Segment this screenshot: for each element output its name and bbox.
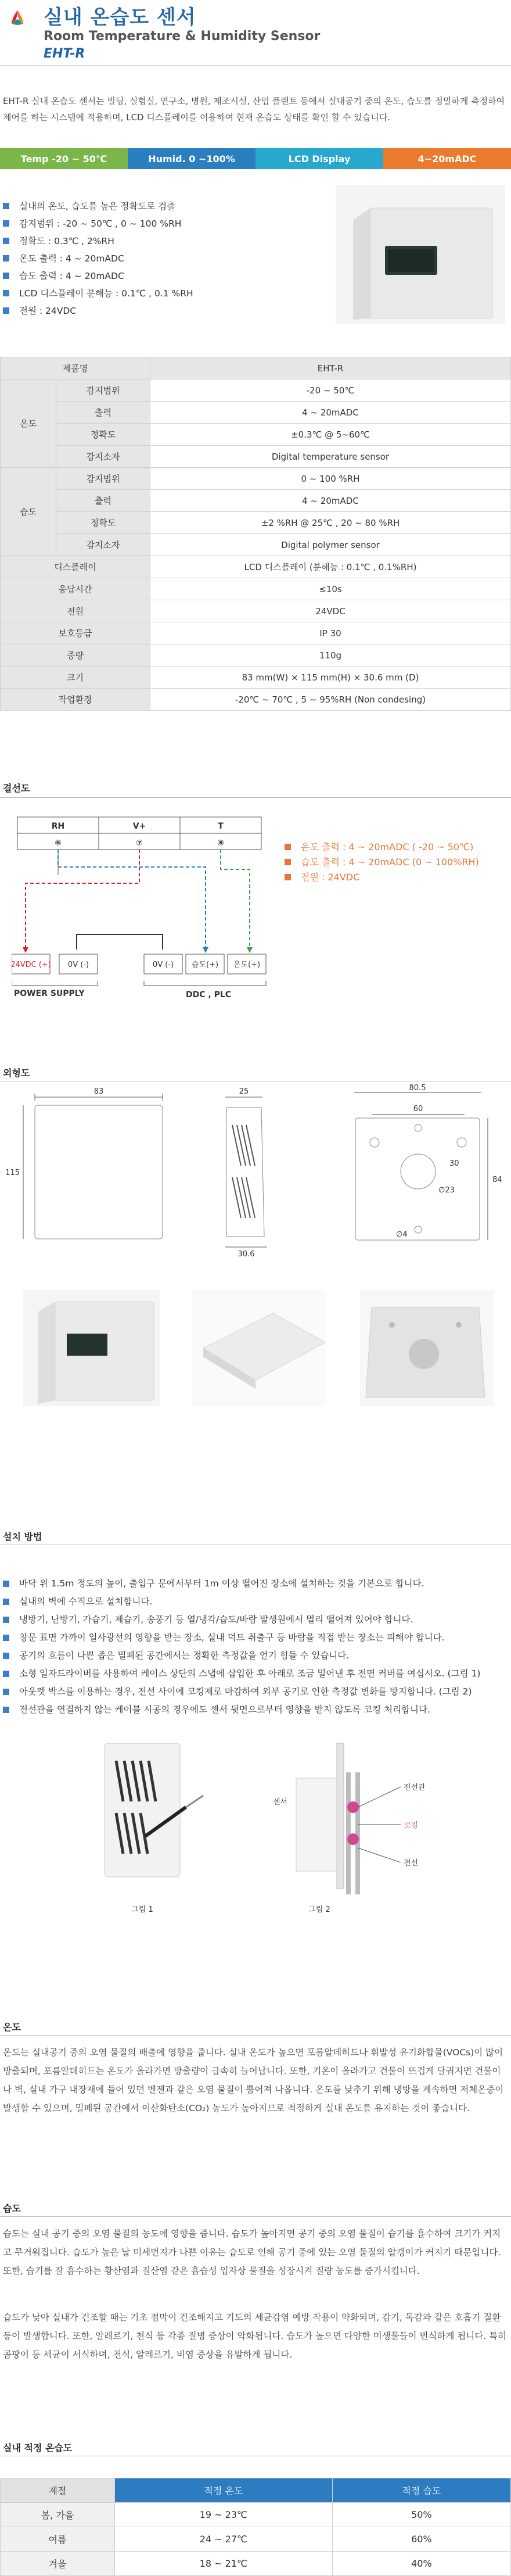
dim-width: 83 [93, 1087, 104, 1096]
figure-2-conduit-label: 전선관 [404, 1783, 426, 1792]
spec-row [1, 600, 511, 622]
spec-label: 출력 [56, 402, 150, 424]
feature-item: 감지범위 : -20 ~ 50℃ , 0 ~ 100 %RH [3, 215, 193, 232]
terminal-rh: RH [51, 822, 65, 831]
install-item: 창문 표면 가까이 일사광선의 영향을 받는 장소, 실내 덕트 취출구 등 바람을 직접 받는 장소는 피해야 합니다. [3, 1629, 508, 1647]
device-photo [336, 185, 505, 324]
spec-row [1, 379, 511, 402]
spec-row [1, 534, 511, 556]
header-divider [0, 65, 511, 66]
terminal-vplus: V+ [132, 822, 146, 831]
spec-table-header-model: EHT-R [150, 357, 511, 379]
figure-2-caulk-label: 코킹 [404, 1821, 419, 1830]
install-figures [87, 1737, 447, 1923]
figure-2-wire-label: 전선 [404, 1859, 419, 1868]
spec-chip: LCD Display [256, 148, 383, 169]
spec-chip: Humid. 0 ~100% [128, 148, 256, 169]
ddc-ground-label: 0V (-) [152, 961, 174, 969]
spec-summary-bar [0, 148, 511, 169]
dim-mount-hole: ∅4 [396, 1230, 408, 1239]
spec-label: 응답시간 [1, 578, 150, 600]
spec-label: 크기 [1, 667, 150, 689]
spec-row [1, 556, 511, 578]
spec-label: 전원 [1, 600, 150, 622]
install-item: 바닥 위 1.5m 정도의 높이, 출입구 문에서부터 1m 이상 떨어진 장소에 설치하는 것을 기본으로 합니다. [3, 1575, 508, 1593]
product-photos [0, 1278, 511, 1412]
install-item: 전선관을 연결하지 않는 케이블 시공의 경우에도 센서 뒷면으로부터 영향을 받지 않도록 코킹 처리합니다. [3, 1701, 508, 1719]
comfort-humid: 50% [332, 2503, 510, 2527]
power-minus-label: 0V (-) [67, 961, 89, 969]
comfort-title: 실내 적정 온습도 [3, 2442, 73, 2453]
spec-label: 보호등급 [1, 622, 150, 644]
section-divider [0, 797, 511, 798]
dim-total-depth: 30.6 [237, 1250, 255, 1259]
power-plus-label: 24VDC (+) [12, 961, 51, 969]
figure-1-caption: 그림 1 [131, 1905, 153, 1914]
spec-row [1, 446, 511, 468]
spec-label: 중량 [1, 644, 150, 667]
comfort-temp: 18 ~ 21℃ [115, 2552, 333, 2576]
outline-title: 외형도 [3, 1067, 30, 1079]
spec-value: ±0.3℃ @ 5~60℃ [150, 424, 511, 446]
spec-value: 4 ~ 20mADC [150, 490, 511, 512]
spec-label: 감지범위 [56, 468, 150, 490]
dim-hole-spacing: 60 [413, 1105, 423, 1113]
spec-row [1, 689, 511, 711]
dim-side-depth: 25 [239, 1087, 249, 1096]
spec-value: IP 30 [150, 622, 511, 644]
spec-category: 온도 [1, 379, 56, 468]
spec-table-header-product: 제품명 [1, 357, 150, 379]
install-item: 아웃렛 박스를 이용하는 경우, 전선 사이에 코킹제로 마감하여 외부 공기로 인한 측정값 변화를 방지합니다. (그림 2) [3, 1683, 508, 1701]
install-item: 냉방기, 난방기, 가습기, 제습기, 송풍기 등 열/냉각/습도/바람 발생원에서 멀리 떨어져 있어야 합니다. [3, 1611, 508, 1629]
spec-label: 디스플레이 [1, 556, 150, 578]
feature-item: 실내의 온도, 습도를 높은 정확도로 검출 [3, 198, 193, 215]
spec-row [1, 622, 511, 644]
spec-value: LCD 디스플레이 (분해능 : 0.1℃ , 0.1%RH) [150, 556, 511, 578]
spec-chip: 4~20mADC [383, 148, 511, 169]
wiring-notes [285, 840, 479, 885]
feature-item: 정확도 : 0.3℃ , 2%RH [3, 232, 193, 250]
terminal-number-7: ⑦ [136, 839, 143, 848]
dim-center-hole: ∅23 [438, 1186, 455, 1195]
brand-logo [6, 6, 29, 29]
spec-value: ≤10s [150, 578, 511, 600]
ddc-humidity-label: 습도(+) [191, 961, 219, 969]
spec-label: 감지범위 [56, 379, 150, 402]
spec-value: -20℃ ~ 70℃ , 5 ~ 95%RH (Non condesing) [150, 689, 511, 711]
feature-item: 온도 출력 : 4 ~ 20mADC [3, 250, 193, 267]
wiring-note: 습도 출력 : 4 ~ 20mADC (0 ~ 100%RH) [285, 855, 479, 870]
comfort-humid: 60% [332, 2527, 510, 2552]
comfort-table [0, 2478, 511, 2576]
terminal-t: T [218, 822, 224, 831]
spec-value: 0 ~ 100 %RH [150, 468, 511, 490]
wiring-title: 결선도 [3, 783, 30, 794]
spec-value: Digital temperature sensor [150, 446, 511, 468]
feature-list [3, 198, 193, 320]
temperature-wire [221, 850, 250, 950]
page-subtitle: Room Temperature & Humidity Sensor [44, 29, 321, 44]
comfort-temp: 19 ~ 23℃ [115, 2503, 333, 2527]
spec-table [0, 357, 511, 711]
spec-label: 감지소자 [56, 446, 150, 468]
spec-row [1, 402, 511, 424]
comfort-temp: 24 ~ 27℃ [115, 2527, 333, 2552]
dim-back-height: 84 [492, 1176, 502, 1184]
install-title: 설치 방법 [3, 1531, 42, 1542]
dim-height: 115 [5, 1169, 20, 1177]
feature-item: 습도 출력 : 4 ~ 20mADC [3, 267, 193, 285]
humidity-title: 습도 [3, 2203, 21, 2214]
feature-item: LCD 디스플레이 분해능 : 0.1℃ , 0.1 %RH [3, 285, 193, 302]
spec-value: ±2 %RH @ 25℃ , 20 ~ 80 %RH [150, 512, 511, 534]
ground-wire [77, 934, 163, 950]
wiring-note: 온도 출력 : 4 ~ 20mADC ( -20 ~ 50℃) [285, 840, 479, 855]
install-item: 실내의 벽에 수직으로 설치합니다. [3, 1593, 508, 1611]
spec-row [1, 424, 511, 446]
ddc-temperature-label: 온도(+) [233, 961, 261, 969]
comfort-humid: 40% [332, 2552, 510, 2576]
terminal-number-6: ⑥ [55, 839, 62, 848]
comfort-header-season: 계절 [1, 2478, 115, 2503]
comfort-season: 겨울 [1, 2552, 115, 2576]
spec-category: 습도 [1, 468, 56, 556]
section-divider [0, 2035, 511, 2036]
comfort-season: 여름 [1, 2527, 115, 2552]
section-divider [0, 2216, 511, 2217]
install-item: 공기의 흐름이 나쁜 좁은 밀폐된 공간에서는 정확한 측정값을 얻기 힘들 수 있습니다. [3, 1647, 508, 1665]
spec-row [1, 667, 511, 689]
spec-row [1, 644, 511, 667]
figure-2-caption: 그림 2 [308, 1905, 330, 1914]
comfort-row [1, 2503, 511, 2527]
spec-label: 정확도 [56, 512, 150, 534]
figure-2-sensor-label: 센서 [272, 1798, 287, 1807]
wiring-note: 전원 : 24VDC [285, 870, 479, 885]
ddc-caption: DDC , PLC [186, 990, 232, 999]
feature-item: 전원 : 24VDC [3, 302, 193, 320]
spec-row [1, 512, 511, 534]
spec-value: 4 ~ 20mADC [150, 402, 511, 424]
spec-chip: Temp -20 ~ 50℃ [0, 148, 128, 169]
model-name: EHT-R [44, 46, 85, 61]
comfort-row [1, 2552, 511, 2576]
spec-value: Digital polymer sensor [150, 534, 511, 556]
spec-row [1, 578, 511, 600]
spec-label: 감지소자 [56, 534, 150, 556]
comfort-season: 봄, 가을 [1, 2503, 115, 2527]
install-item: 소형 일자드라이버를 사용하여 케이스 상단의 스냅에 삽입한 후 아래로 조금 밀어낸 후 전면 커버를 여십시오. (그림 1) [3, 1665, 508, 1683]
comfort-header-humid: 적정 습도 [332, 2478, 510, 2503]
spec-value: 110g [150, 644, 511, 667]
spec-value: -20 ~ 50℃ [150, 379, 511, 402]
intro-text: EHT-R 실내 온습도 센서는 빌딩, 실험실, 연구소, 병원, 제조시설, 산업 플랜트 등에서 실내공기 중의 온도, 습도를 정밀하게 측정하여 제어를 하는 시스템에 적용하며, LCD 디스플레이를 이용하여 현재 온습도 상태를 확인 할 수 있습니다. [3, 96, 505, 123]
spec-row [1, 468, 511, 490]
temperature-title: 온도 [3, 2022, 21, 2033]
outline-drawing [0, 1084, 511, 1259]
spec-label: 출력 [56, 490, 150, 512]
wiring-diagram [12, 811, 267, 1009]
dim-hole-offset: 30 [449, 1159, 459, 1168]
spec-label: 정확도 [56, 424, 150, 446]
install-list [3, 1575, 508, 1719]
temperature-text: 온도는 실내공기 중의 오염 물질의 배출에 영향을 줍니다. 실내 온도가 높으면 포름알데히드나 휘발성 유기화합물(VOCs)이 많이 방출되며, 포름알데히드는 온도가 올라가면 방출량이 급속히 늘어납니다. 또한, 기온이 올라가고 건물이 뜨겁게 달궈지면 건물이나 벽, 실내 가구 내장재에 들어 있던 벤젠과 같은 오염 물질이 뿜어져 나옵니다. 온도를 낮추기 위해 냉방을 계속하면 저체온증이 발생할 수 있으며, 밀폐된 공간에서 이산화탄소(CO₂) 농도가 높아지므로 적정하게 실내 온도를 유지하는 것이 좋습니다. [3, 2047, 504, 2113]
page-title: 실내 온습도 센서 [44, 6, 196, 29]
spec-row [1, 490, 511, 512]
spec-label: 작업환경 [1, 689, 150, 711]
comfort-header-temp: 적정 온도 [115, 2478, 333, 2503]
spec-value: 83 mm(W) × 115 mm(H) × 30.6 mm (D) [150, 667, 511, 689]
spec-value: 24VDC [150, 600, 511, 622]
humidity-text-2: 습도가 낮아 실내가 건조할 때는 기초 점막이 건조해지고 기도의 세균감염 예방 작용이 약화되며, 감기, 독감과 같은 호흡기 질환 등이 발생합니다. 또한, 알레르기, 천식 등 각종 질병 증상이 악화됩니다. 습도가 높으면 다양한 미생물들이 번식하게 됩니다. 특히 곰팡이 등 세균이 서식하며, 천식, 알레르기, 비염 증상을 유발하게 됩니다. [3, 2312, 507, 2360]
terminal-number-8: ⑧ [217, 839, 224, 848]
dim-back-width: 80.5 [409, 1084, 426, 1092]
power-supply-caption: POWER SUPPLY [14, 989, 85, 998]
comfort-row [1, 2527, 511, 2552]
humidity-text-1: 습도는 실내 공기 중의 오염 물질의 농도에 영향을 줍니다. 습도가 높아지면 공기 중의 오염 물질이 습기를 흡수하여 크기가 커지고 무거워집니다. 습도가 높은 날 미세먼지가 나쁜 이유는 습도로 인해 공기 중에 있는 오염 물질의 알갱이가 커지기 때문입니다. 또한, 습기를 잘 흡수하는 황산염과 질산염 같은 흡습성 입자상 물질을 성장시켜 질량 농도를 증가시킵니다. [3, 2229, 501, 2276]
